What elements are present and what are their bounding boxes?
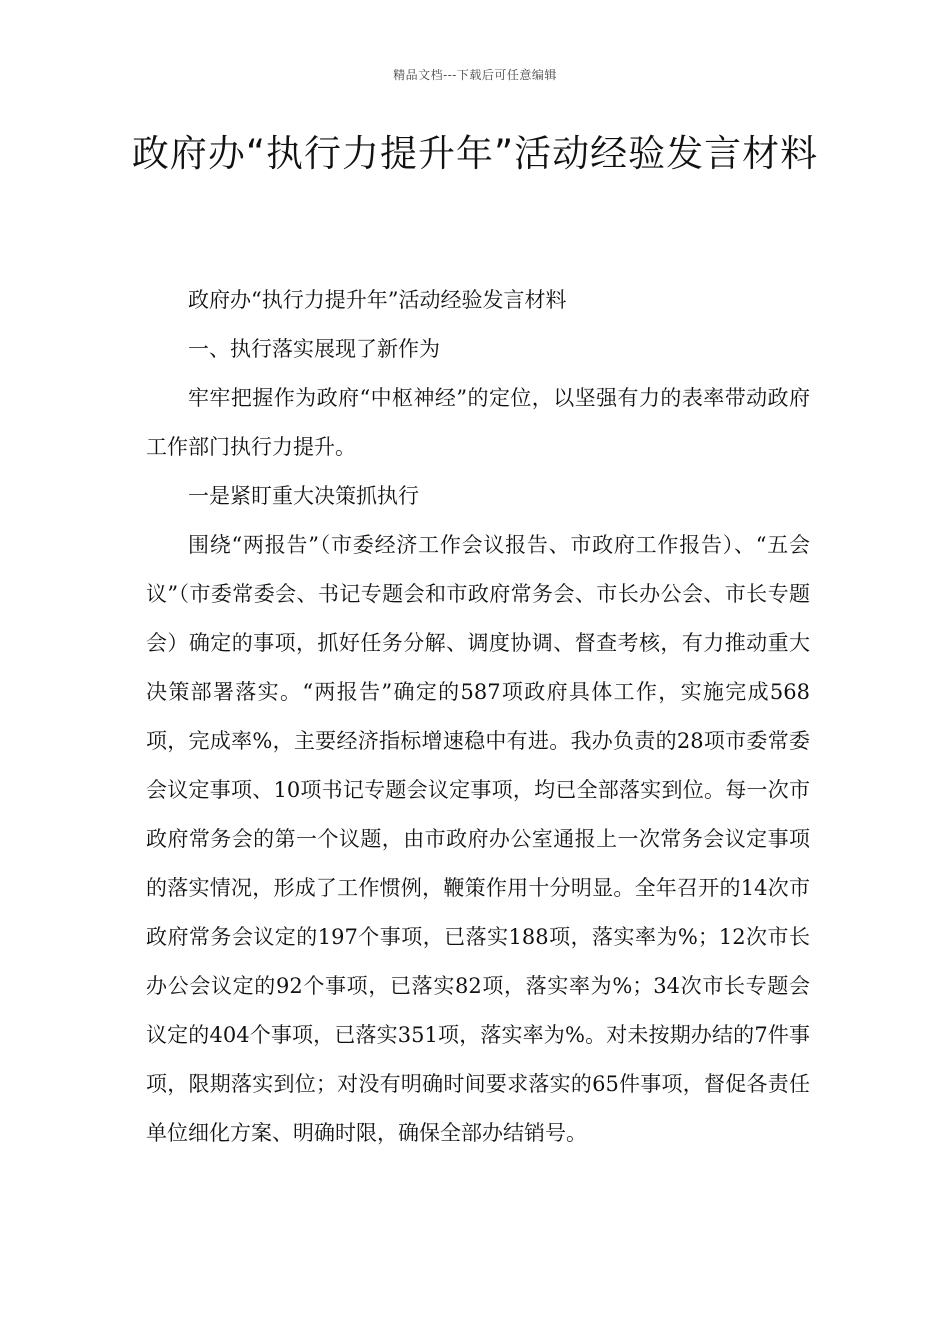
paragraph-intro: 牢牢把握作为政府“中枢神经”的定位，以坚强有力的表率带动政府工作部门执行力提升。 (146, 386, 810, 459)
document-body (146, 276, 810, 1158)
header-note: 精品文档---下载后可任意编辑 (393, 68, 557, 82)
paragraph-subheading: 一是紧盯重大决策抓执行 (188, 484, 419, 508)
paragraph-main: 围绕“两报告”（市委经济工作会议报告、市政府工作报告）、“五会议”（市委常委会、书记专题会和市政府常务会、市长办公会、市长专题会）确定的事项，抓好任务分解、调度协调、督查考核，有力推动重大决策部署落实。“两报告”确定的587项政府具体工作，实施完成568项，完成率%，主要经济指标增速稳中有进。我办负责的28项市委常委会议定事项、10项书记专题会议定事项，均已全部落实到位。每一次市政府常务会的第一个议题，由市政府办公室通报上一次常务会议定事项的落实情况，形成了工作惯例，鞭策作用十分明显。全年召开的14次市政府常务会议定的197个事项，已落实188项，落实率为%；12次市长办公会议定的92个事项，已落实82项，落实率为%；34次市长专题会议定的404个事项，已落实351项，落实率为%。对未按期办结的7件事项，限期落实到位；对没有明确时间要求落实的65件事项，督促各责任单位细化方案、明确时限，确保全部办结销号。 (146, 533, 810, 1145)
document-title: 政府办“执行力提升年”活动经验发言材料 (131, 132, 819, 175)
paragraph-section-heading: 一、执行落实展现了新作为 (188, 337, 440, 361)
paragraph-subtitle: 政府办“执行力提升年”活动经验发言材料 (188, 288, 567, 312)
